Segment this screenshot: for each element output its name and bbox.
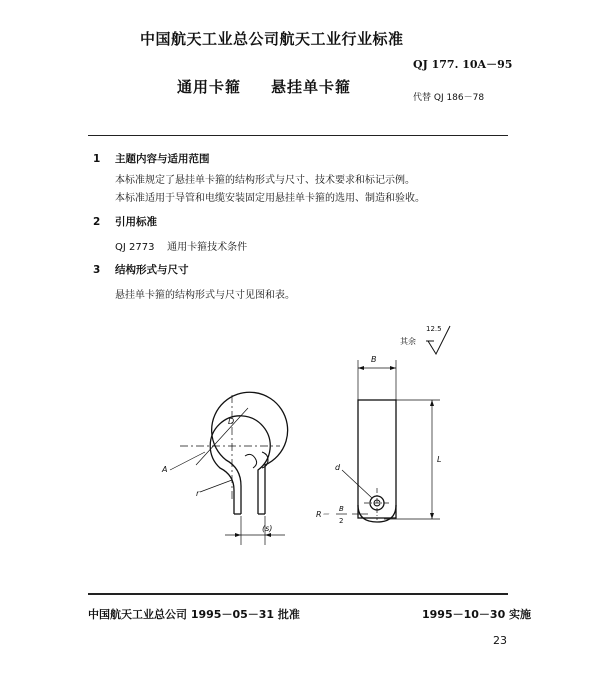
title-part-2: 悬挂单卡箍 xyxy=(271,78,352,96)
roughness-value-label: 12.5 xyxy=(426,325,442,333)
arrow-s-right xyxy=(265,533,271,537)
label-r: r xyxy=(196,489,200,498)
standard-number: QJ 177. 10A－95 xyxy=(413,58,513,71)
arrow-L-top xyxy=(430,400,434,406)
label-A: A xyxy=(162,465,168,474)
label-R-numerator: B xyxy=(339,505,344,513)
page-number: 23 xyxy=(493,634,507,647)
section-1-paragraph-1: 本标准规定了悬挂单卡箍的结构形式与尺寸、技术要求和标记示例。 xyxy=(115,175,415,186)
referenced-standard: QJ 2773 通用卡箍技术条件 xyxy=(115,242,248,253)
label-D: D xyxy=(228,417,235,426)
replaces-standard: 代替 QJ 186－78 xyxy=(413,93,485,103)
section-1-number: 1 xyxy=(93,153,101,165)
label-B: B xyxy=(371,355,377,364)
label-d: d xyxy=(335,463,341,472)
clamp-outer-contour xyxy=(212,392,288,514)
clamp-inner-contour xyxy=(210,416,270,514)
arrow-B-right xyxy=(390,366,396,370)
clamp-gap-mark xyxy=(245,454,257,468)
section-1-paragraph-2: 本标准适用于导管和电缆安装固定用悬挂单卡箍的选用、制造和验收。 xyxy=(115,193,425,204)
approval-date: 中国航天工业总公司 1995－05－31 批准 xyxy=(88,608,300,621)
leader-d xyxy=(342,470,372,498)
footer-divider xyxy=(88,593,508,595)
section-1-title: 主题内容与适用范围 xyxy=(115,153,210,165)
leader-r xyxy=(200,480,232,492)
label-L: L xyxy=(437,455,442,464)
title-part-1: 通用卡箍 xyxy=(177,78,242,96)
roughness-other-label: 其余 xyxy=(400,337,416,346)
section-3-number: 3 xyxy=(93,264,101,276)
section-2-number: 2 xyxy=(93,216,101,228)
label-R-prefix: R＝ xyxy=(316,510,330,519)
section-3-title: 结构形式与尺寸 xyxy=(115,264,189,276)
label-R-denominator: 2 xyxy=(339,517,344,525)
arrow-s-left xyxy=(235,533,241,537)
section-3-paragraph: 悬挂单卡箍的结构形式与尺寸见图和表。 xyxy=(115,290,295,301)
arrow-B-left xyxy=(358,366,364,370)
label-s: (s) xyxy=(262,524,273,533)
issuing-organization: 中国航天工业总公司航天工业行业标准 xyxy=(140,30,404,48)
arrow-L-bottom xyxy=(430,513,434,519)
section-2-title: 引用标准 xyxy=(115,216,157,228)
effective-date: 1995－10－30 实施 xyxy=(422,608,532,621)
